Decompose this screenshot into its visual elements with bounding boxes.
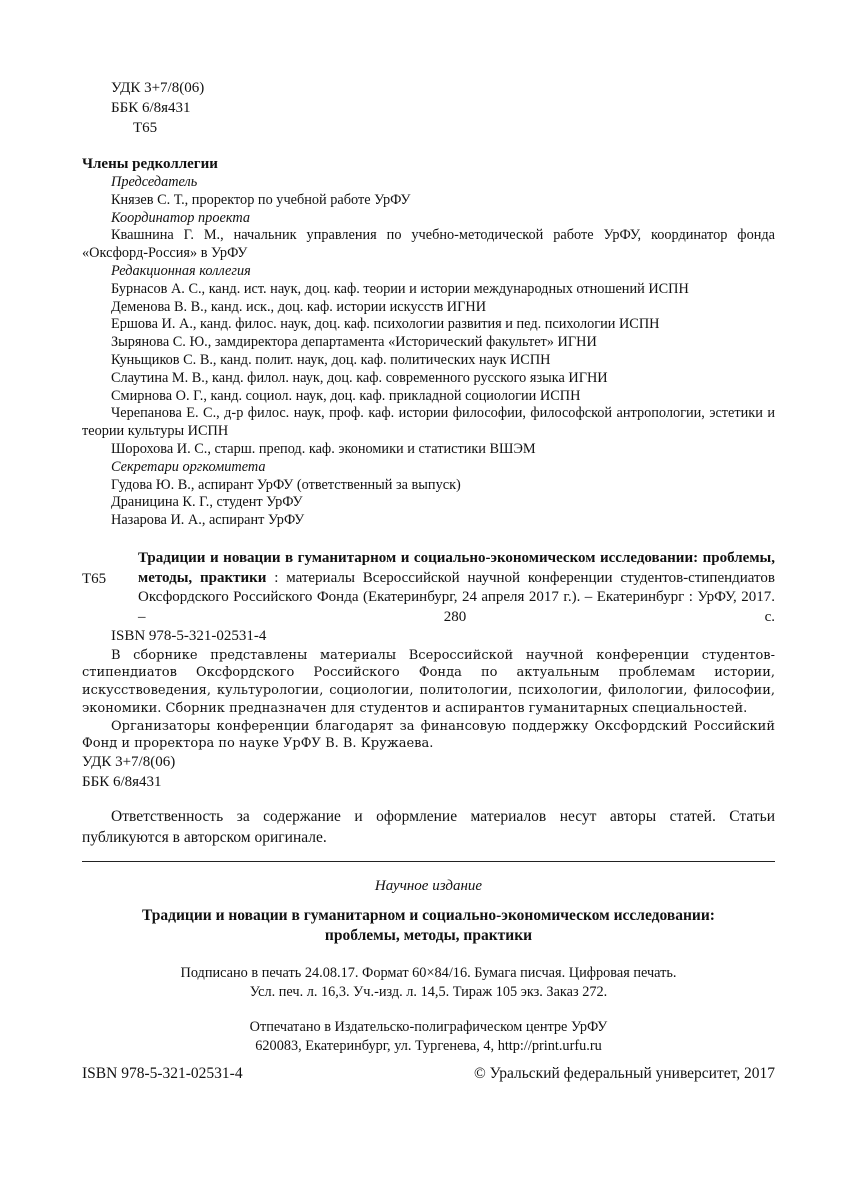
editor-member: Бурнасов А. С., канд. ист. наук, доц. каф. теории и истории международных отношений ИСПН xyxy=(111,280,689,297)
udk-block-top xyxy=(111,78,204,138)
biblio-author-sign: Т65 xyxy=(82,571,107,587)
secretary-member: Гудова Ю. В., аспирант УрФУ (ответственный за выпуск) xyxy=(111,476,461,493)
printer-info xyxy=(82,1018,775,1055)
biblio-abstract: В сборнике представлены материалы Всероссийской научной конференции студентов-стипендиатов Оксфордского Российского Фонда по актуальным проблемам истории, искусствоведения, культурологии, социологии, политологии, психологии, филологии, философии, экономики. Сборник предназначен для студентов и аспирантов гуманитарных специальностей. xyxy=(82,647,775,716)
editor-member: Деменова В. В., канд. иск., доц. каф. истории искусств ИГНИ xyxy=(111,298,487,315)
edition-type: Научное издание xyxy=(374,878,483,894)
editor-member-long: Черепанова Е. С., д-р филос. наук, проф. каф. истории философии, философской антропологии, эстетики и теории культуры ИСПН xyxy=(82,405,775,440)
chair-role: Председатель xyxy=(111,174,198,190)
author-sign: Т65 xyxy=(133,120,158,136)
editor-member: Куньщиков С. В., канд. полит. наук, доц. каф. политических наук ИСПН xyxy=(111,351,551,368)
divider xyxy=(82,861,775,862)
secretaries-role: Секретари оргкомитета xyxy=(111,458,266,475)
biblio-details: : материалы Всероссийской научной конференции студентов-стипендиатов Оксфордского Российского Фонда (Екатеринбург, 24 апреля 2017 г.). – Екатеринбург : УрФУ, 2017. – 280 с. xyxy=(138,569,775,625)
imprint-title-line: проблемы, методы, практики xyxy=(324,927,533,944)
print-details-line: Усл. печ. л. 16,3. Уч.-изд. л. 14,5. Тираж 105 экз. Заказ 272. xyxy=(249,983,608,1000)
udk-block-right xyxy=(82,753,775,792)
print-details xyxy=(82,964,775,1001)
printer-info-line: Отпечатано в Издательско-полиграфическом центре УрФУ xyxy=(249,1019,608,1035)
print-details-line: Подписано в печать 24.08.17. Формат 60×84/16. Бумага писчая. Цифровая печать. xyxy=(180,965,677,981)
editorial-board xyxy=(82,154,775,530)
biblio-description xyxy=(138,549,775,627)
secretary-member: Драницина К. Г., студент УрФУ xyxy=(111,494,303,511)
bibliographic-record xyxy=(82,549,775,792)
editor-member: Зырянова С. Ю., замдиректора департамента «Исторический факультет» ИГНИ xyxy=(111,334,597,351)
bbk-code: ББК 6/8я431 xyxy=(111,100,191,116)
imprint-title-line: Традиции и новации в гуманитарном и социально-экономическом исследовании: xyxy=(142,907,715,924)
editor-member: Смирнова О. Г., канд. социол. наук, доц. каф. прикладной социологии ИСПН xyxy=(111,387,581,404)
udk-code: УДК 3+7/8(06) xyxy=(82,754,176,771)
secretary-member: Назарова И. А., аспирант УрФУ xyxy=(111,512,305,529)
coordinator-member: Квашнина Г. М., начальник управления по учебно-методической работе УрФУ, координатор фонда «Оксфорд-Россия» в УрФУ xyxy=(82,227,775,262)
biblio-title: Традиции и новации в гуманитарном и социально-экономическом исследовании: проблемы, методы, практики xyxy=(138,550,775,586)
footer-copyright: © Уральский федеральный университет, 2017 xyxy=(473,1065,775,1082)
udk-code: УДК 3+7/8(06) xyxy=(111,80,205,96)
printer-info-line: 620083, Екатеринбург, ул. Тургенева, 4, http://print.urfu.ru xyxy=(255,1037,602,1054)
biblio-thanks: Организаторы конференции благодарят за финансовую поддержку Оксфордский Российский Фонд и проректора по науке УрФУ В. В. Кружаева. xyxy=(82,718,775,752)
chair-member: Князев С. Т., проректор по учебной работе УрФУ xyxy=(111,191,411,208)
editor-member: Ершова И. А., канд. филос. наук, доц. каф. психологии развития и пед. психологии ИСПН xyxy=(111,316,660,333)
coordinator-role: Координатор проекта xyxy=(111,209,250,226)
bbk-code: ББК 6/8я431 xyxy=(82,773,162,790)
biblio-isbn: ISBN 978-5-321-02531-4 xyxy=(111,628,267,644)
editor-member: Слаутина М. В., канд. филол. наук, доц. каф. современного русского языка ИГНИ xyxy=(111,369,608,386)
footer-isbn: ISBN 978-5-321-02531-4 xyxy=(82,1065,243,1082)
imprint-title xyxy=(82,906,775,946)
editors-role: Редакционная коллегия xyxy=(111,262,251,279)
imprint-block xyxy=(82,876,775,1055)
editor-member: Шорохова И. С., старш. препод. каф. экономики и статистики ВШЭМ xyxy=(111,440,536,457)
responsibility-note: Ответственность за содержание и оформление материалов несут авторы статей. Статьи публикуются в авторском оригинале. xyxy=(82,808,775,846)
board-heading: Члены редколлегии xyxy=(82,156,218,172)
